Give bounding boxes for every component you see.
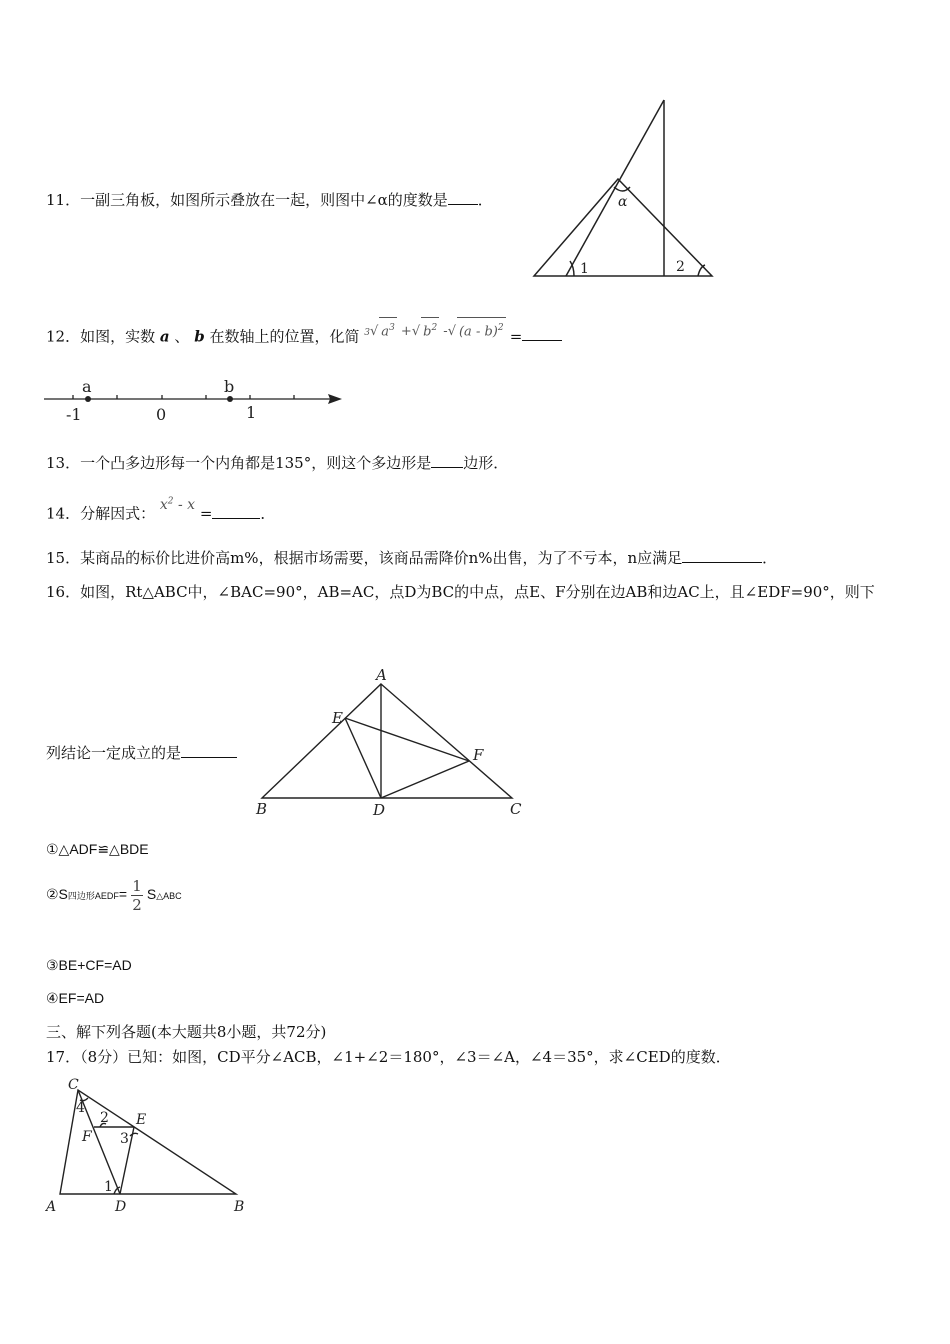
q12-blank xyxy=(522,326,562,341)
q17-label-3: 3 xyxy=(120,1131,129,1147)
q13-stem: 13．一个凸多边形每一个内角都是135°，则这个多边形是 xyxy=(46,454,432,472)
q12-var-b: b xyxy=(194,327,205,346)
q12-pre: 12．如图，实数 xyxy=(46,327,156,346)
q11-label-2: 2 xyxy=(676,259,685,275)
q16-option-1 xyxy=(46,839,149,859)
q17-label-a: A xyxy=(46,1199,57,1215)
q14-end: ． xyxy=(260,504,276,523)
q17-stem: 17．（8分）已知：如图，CD平分∠ACB，∠1+∠2＝180°，∠3＝∠A，∠4＝35°，求∠CED的度数． xyxy=(46,1048,731,1066)
q16-option-2-s: ②S xyxy=(46,886,68,902)
q16-label-a: A xyxy=(376,666,387,684)
label-a: a xyxy=(82,377,92,396)
q16-figure xyxy=(252,666,532,824)
section-3-title: 三、解下列各题(本大题共8小题，共72分) xyxy=(46,1023,327,1041)
q14-blank xyxy=(212,504,260,519)
q16-label-f: F xyxy=(473,746,484,764)
q12-number-line xyxy=(44,378,344,428)
q16-label-b: B xyxy=(256,800,268,818)
segment-ed xyxy=(345,718,381,798)
q16-option-3 xyxy=(46,955,132,975)
q16-label-d: D xyxy=(373,801,386,819)
label-0: 0 xyxy=(156,405,167,424)
q17-label-1: 1 xyxy=(104,1179,113,1195)
q12-var-a: a xyxy=(159,327,170,346)
q12-expression: 3√ $a^3$ +√ $b^2$ -√ (a - b)$^2$ xyxy=(364,324,509,339)
q16-option-2 xyxy=(46,872,182,916)
q11-label-1: 1 xyxy=(580,261,589,277)
q16-text xyxy=(46,582,875,602)
q16-label-e: E xyxy=(332,709,343,727)
q12-sep: 、 xyxy=(174,327,190,346)
q11-end: ． xyxy=(477,191,493,209)
q16-option-2-eq: = xyxy=(118,886,128,902)
segment-ef xyxy=(345,718,469,761)
q17-label-2: 2 xyxy=(100,1110,109,1126)
q16-option-4 xyxy=(46,988,104,1008)
q17-label-c: C xyxy=(68,1077,79,1093)
q11-alpha-arc xyxy=(614,187,630,191)
label-minus1: -1 xyxy=(66,405,82,424)
q11-stem: 11．一副三角板，如图所示叠放在一起，则图中∠α的度数是 xyxy=(46,191,448,209)
q16-cont-text: 列结论一定成立的是 xyxy=(46,744,182,762)
q14-expression: $x^2$ - x xyxy=(159,496,196,513)
q17-label-4: 4 xyxy=(76,1100,85,1116)
q15-text xyxy=(46,548,777,568)
q13-blank xyxy=(431,453,463,468)
q17-text xyxy=(46,1047,731,1067)
point-b xyxy=(227,396,233,402)
q11-text xyxy=(46,190,493,210)
q16-blank xyxy=(181,743,237,758)
section-3-heading xyxy=(46,1022,326,1042)
q15-stem: 15．某商品的标价比进价高m%，根据市场需要，该商品需降价n%出售，为了不亏本，n应满足 xyxy=(46,549,683,567)
fraction-numerator: 1 xyxy=(132,876,142,895)
q16-option-2-fraction xyxy=(131,877,143,914)
fraction-denominator: 2 xyxy=(132,895,142,914)
q16-cont xyxy=(46,743,237,763)
q14-equals: = xyxy=(199,504,213,523)
q16-option-4-text: ④EF=AD xyxy=(46,990,105,1006)
q13-text xyxy=(46,453,508,473)
q16-option-3-text: ③BE+CF=AD xyxy=(46,957,132,973)
q11-figure xyxy=(530,95,730,285)
q17-figure xyxy=(44,1074,264,1214)
q16-option-2-s2: S xyxy=(146,886,157,902)
q16-option-1-text: ①△ADF≌△BDE xyxy=(46,841,149,857)
q14-stem: 14．分解因式： xyxy=(46,504,156,523)
q13-end: 边形． xyxy=(463,454,509,472)
q14-text xyxy=(46,496,276,525)
label-b: b xyxy=(224,377,235,396)
q11-alpha-label: α xyxy=(618,194,628,210)
q12-text xyxy=(46,323,562,349)
axis-arrow-icon xyxy=(328,394,342,404)
q17-label-f: F xyxy=(82,1129,92,1145)
q16-triangle-abc xyxy=(262,684,512,798)
point-a xyxy=(85,396,91,402)
label-1: 1 xyxy=(246,403,257,422)
q17-label-e: E xyxy=(136,1112,147,1128)
q17-label-d: D xyxy=(115,1199,127,1215)
q15-end: ． xyxy=(762,549,778,567)
q11-blank xyxy=(448,190,478,205)
q15-blank xyxy=(682,548,762,563)
q16-option-2-sub: 四边形AEDF xyxy=(67,891,119,901)
q16-option-2-sub2: △ABC xyxy=(156,891,182,901)
q16-stem: 16．如图，Rt△ABC中，∠BAC=90°，AB=AC，点D为BC的中点，点E、F分别在边AB和边AC上，且∠EDF=90°，则下 xyxy=(46,583,875,601)
q16-label-c: C xyxy=(510,800,522,818)
angle3-arc xyxy=(130,1133,138,1136)
q17-label-b: B xyxy=(234,1199,245,1215)
q12-post: 在数轴上的位置，化简 xyxy=(209,327,360,346)
segment-df xyxy=(381,761,469,798)
q12-equals: = xyxy=(509,327,523,346)
